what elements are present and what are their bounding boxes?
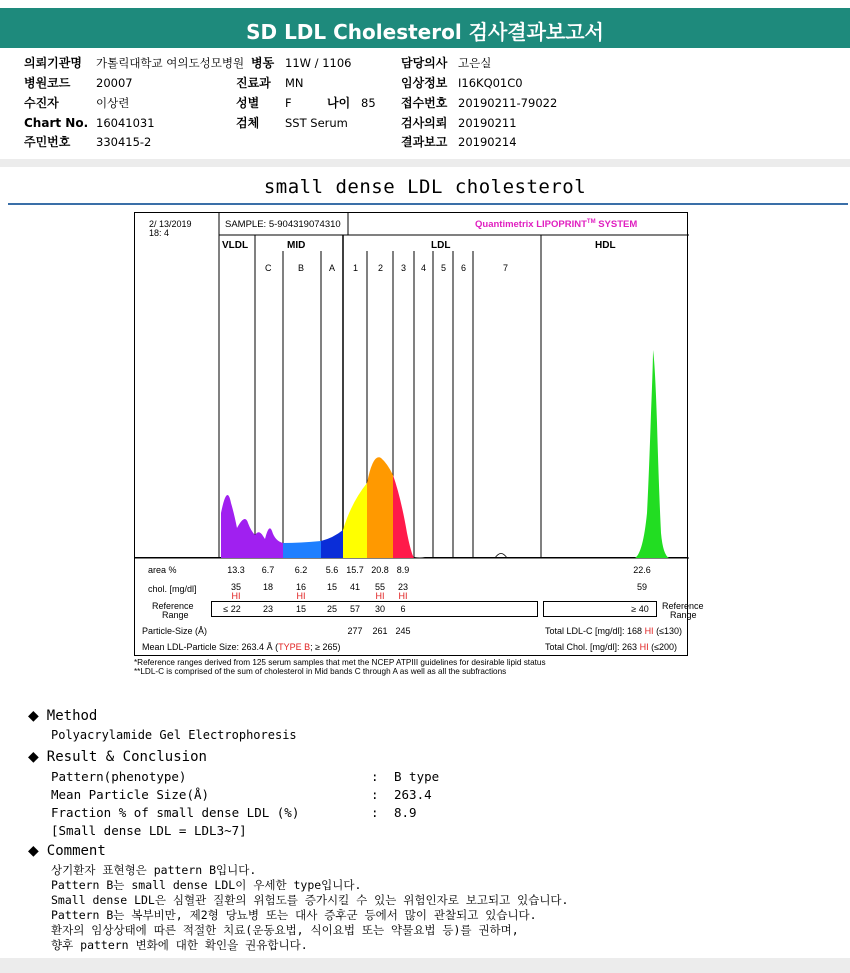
result-heading: ◆ Result & Conclusion bbox=[28, 749, 207, 765]
band-label: 3 bbox=[401, 263, 407, 273]
result-colon: : bbox=[371, 769, 379, 784]
hi-flag: HI bbox=[231, 591, 241, 601]
band-label: 4 bbox=[421, 263, 427, 273]
chol-value: 59 bbox=[636, 582, 647, 592]
hospital-field bbox=[24, 56, 82, 70]
doctor-value: 고은실 bbox=[458, 56, 492, 70]
comment-line: 환자의 임상상태에 따른 적절한 치료(운동요법, 식이요법 또는 약물요법 등)를 권하며, bbox=[51, 923, 519, 937]
ldl1-peak bbox=[343, 483, 367, 558]
divider-line bbox=[8, 203, 848, 205]
area-value: 5.6 bbox=[325, 565, 339, 575]
hi-flag: HI bbox=[296, 591, 306, 601]
result-value: 263.4 bbox=[394, 787, 432, 802]
age-value: 85 bbox=[361, 96, 376, 110]
mid-a-peak bbox=[321, 530, 343, 558]
chol-value: 23 bbox=[397, 582, 408, 592]
ref-value: 23 bbox=[262, 604, 273, 614]
brand-logo: Quantimetrix LIPOPRINT™ SYSTEM bbox=[475, 219, 638, 231]
particle-label: Particle-Size (Å) bbox=[142, 626, 208, 636]
age-label: 나이 bbox=[327, 96, 351, 110]
request-label: 검사의뢰 bbox=[401, 116, 448, 130]
report-date-value: 20190214 bbox=[458, 135, 517, 149]
ref-value: ≥ 40 bbox=[631, 604, 649, 614]
comment-line: Pattern B는 small dense LDL이 우세한 type입니다. bbox=[51, 878, 362, 892]
vldl-peak bbox=[221, 495, 255, 558]
ref-value: 6 bbox=[400, 604, 406, 614]
chart-label: Chart No. bbox=[24, 116, 89, 130]
area-value: 15.7 bbox=[346, 565, 364, 575]
particle-value: 245 bbox=[395, 626, 411, 636]
hi-flag: HI bbox=[398, 591, 408, 601]
chol-value: 18 bbox=[262, 582, 273, 592]
electrophoresis-chart bbox=[135, 213, 689, 559]
band-label: 1 bbox=[353, 263, 359, 273]
run-time: 18: 4 bbox=[149, 228, 170, 238]
group-ldl: LDL bbox=[431, 240, 451, 251]
diamond-icon: ◆ bbox=[28, 708, 39, 724]
divider bbox=[0, 159, 850, 167]
total-ldl: Total LDL-C [mg/dl]: 168 HI (≤130) bbox=[545, 626, 683, 636]
sample-id: SAMPLE: 5-904319074310 bbox=[225, 219, 341, 230]
area-value: 22.6 bbox=[633, 565, 651, 575]
chol-label: chol. [mg/dl] bbox=[148, 584, 197, 594]
report-title-bar bbox=[0, 8, 850, 48]
band-label: 7 bbox=[503, 263, 509, 273]
footnote: *Reference ranges derived from 125 serum samples that met the NCEP ATPIII guidelines for desirable lipid status bbox=[134, 658, 546, 667]
ref-label: Range bbox=[162, 610, 189, 620]
chol-value: 41 bbox=[349, 582, 360, 592]
band-label: A bbox=[329, 263, 336, 273]
name-label: 수진자 bbox=[24, 96, 59, 110]
ref-value: 15 bbox=[295, 604, 306, 614]
method-text: Polyacrylamide Gel Electrophoresis bbox=[51, 728, 297, 742]
mean-ldl-size: Mean LDL-Particle Size: 263.4 Å (TYPE B; ≥ 265) bbox=[142, 642, 341, 652]
chol-value: 55 bbox=[374, 582, 385, 592]
dept-value: MN bbox=[285, 76, 304, 90]
ref-label: Reference bbox=[152, 601, 194, 611]
area-label: area % bbox=[148, 565, 177, 575]
report-date-label: 결과보고 bbox=[401, 135, 448, 149]
chol-value: 16 bbox=[295, 582, 306, 592]
result-value: B type bbox=[394, 769, 440, 784]
diamond-icon: ◆ bbox=[28, 749, 39, 765]
band-label: 2 bbox=[378, 263, 384, 273]
comment-line: Small dense LDL은 심혈관 질환의 위험도를 증가시킬 수 있는 위험인자로 보고되고 있습니다. bbox=[51, 893, 569, 907]
ward-value: 11W / 1106 bbox=[285, 56, 352, 70]
band-label: C bbox=[265, 263, 272, 273]
result-colon: : bbox=[371, 805, 379, 820]
section-title: small dense LDL cholesterol bbox=[263, 176, 587, 198]
id-value: 330415-2 bbox=[96, 135, 152, 149]
receipt-label: 접수번호 bbox=[401, 96, 448, 110]
name-value: 이상련 bbox=[96, 96, 130, 110]
band-label: B bbox=[298, 263, 305, 273]
hdl-peak bbox=[635, 350, 669, 558]
ref-value: ≤ 22 bbox=[223, 604, 241, 614]
result-label: Pattern(phenotype) bbox=[51, 769, 187, 784]
result-label: Mean Particle Size(Å) bbox=[51, 787, 210, 802]
comment-heading: ◆ Comment bbox=[28, 843, 106, 859]
group-hdl: HDL bbox=[595, 240, 616, 251]
band-label: 5 bbox=[441, 263, 447, 273]
comment-line: 상기환자 표현형은 pattern B입니다. bbox=[51, 863, 257, 877]
result-label: Fraction % of small dense LDL (%) bbox=[51, 805, 300, 820]
dept-label: 진료과 bbox=[236, 76, 271, 90]
method-heading: ◆ Method bbox=[28, 708, 98, 724]
sex-label: 성별 bbox=[236, 96, 260, 110]
code-label: 병원코드 bbox=[24, 76, 71, 90]
chol-value: 35 bbox=[230, 582, 241, 592]
ref-label: Range bbox=[670, 610, 697, 620]
particle-value: 277 bbox=[347, 626, 363, 636]
result-note: [Small dense LDL = LDL3~7] bbox=[51, 823, 247, 838]
band-label: 6 bbox=[461, 263, 467, 273]
hospital-value: 가톨릭대학교 여의도성모병원 bbox=[96, 56, 245, 70]
footer-band bbox=[0, 958, 850, 973]
group-mid: MID bbox=[287, 240, 306, 251]
doctor-label: 담당의사 bbox=[401, 56, 448, 70]
mid-b-peak bbox=[283, 541, 321, 558]
sex-value: F bbox=[285, 96, 292, 110]
specimen-value: SST Serum bbox=[285, 116, 348, 130]
area-value: 6.2 bbox=[294, 565, 308, 575]
clinical-value: I16KQ01C0 bbox=[458, 76, 523, 90]
run-date: 2/ 13/2019 bbox=[149, 219, 192, 229]
ldl2-peak bbox=[367, 457, 393, 558]
area-value: 20.8 bbox=[371, 565, 389, 575]
lipoprint-report bbox=[134, 212, 688, 558]
result-value: 8.9 bbox=[394, 805, 417, 820]
clinical-label: 임상정보 bbox=[401, 76, 448, 90]
footnote: **LDL-C is comprised of the sum of cholesterol in Mid bands C through A as well as all the subfractions bbox=[134, 667, 507, 676]
receipt-value: 20190211-79022 bbox=[458, 96, 558, 110]
ref-value: 30 bbox=[374, 604, 385, 614]
chol-value: 15 bbox=[326, 582, 337, 592]
ldl3-peak bbox=[393, 475, 414, 558]
area-value: 6.7 bbox=[261, 565, 275, 575]
comment-line: Pattern B는 복부비만, 제2형 당뇨병 또는 대사 증후군 등에서 많이 관찰되고 있습니다. bbox=[51, 908, 537, 922]
hi-flag: HI bbox=[375, 591, 385, 601]
comment-line: 향후 pattern 변화에 대한 확인을 권유합니다. bbox=[51, 938, 308, 952]
total-chol: Total Chol. [mg/dl]: 263 HI (≤200) bbox=[545, 642, 678, 652]
id-label: 주민번호 bbox=[24, 135, 71, 149]
chart-value: 16041031 bbox=[96, 116, 155, 130]
ref-label: Reference bbox=[662, 601, 704, 611]
report-title: SD LDL Cholesterol 검사결과보고서 bbox=[246, 20, 604, 44]
area-value: 8.9 bbox=[396, 565, 410, 575]
diamond-icon: ◆ bbox=[28, 843, 39, 859]
hospital-label: 의뢰기관명 bbox=[24, 56, 82, 70]
specimen-label: 검체 bbox=[236, 116, 260, 130]
ref-value: 25 bbox=[326, 604, 337, 614]
group-vldl: VLDL bbox=[222, 240, 249, 251]
area-value: 13.3 bbox=[227, 565, 245, 575]
mid-c-peak bbox=[255, 528, 283, 558]
ref-value: 57 bbox=[349, 604, 360, 614]
request-value: 20190211 bbox=[458, 116, 517, 130]
particle-value: 261 bbox=[372, 626, 388, 636]
ward-label: 병동 bbox=[251, 56, 275, 70]
code-value: 20007 bbox=[96, 76, 133, 90]
result-colon: : bbox=[371, 787, 379, 802]
